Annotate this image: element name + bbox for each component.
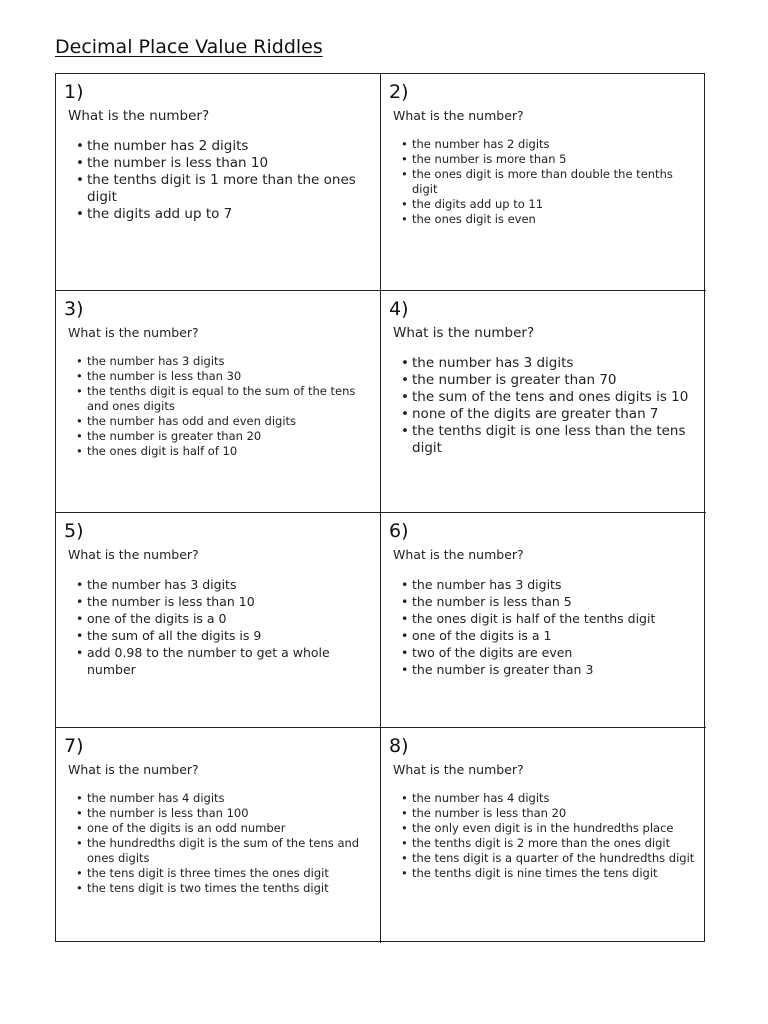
- clue-item: • one of the digits is a 0: [76, 610, 372, 627]
- clue-item: • the ones digit is more than double the tenths digit: [401, 167, 698, 197]
- clue-item: • the digits add up to 11: [401, 197, 698, 212]
- clue-item: • none of the digits are greater than 7: [401, 406, 698, 423]
- clue-list: [401, 791, 698, 881]
- clue-item: • the number has 3 digits: [401, 355, 698, 372]
- riddle-card-7: [56, 728, 381, 943]
- clue-item: • the number is less than 5: [401, 593, 698, 610]
- clue-item: • one of the digits is an odd number: [76, 821, 372, 836]
- clue-item: • the number is less than 10: [76, 155, 372, 172]
- clue-item: • the number has 3 digits: [76, 354, 372, 369]
- clue-item: • the hundredths digit is the sum of the tens and ones digits: [76, 836, 372, 866]
- clue-list: [401, 576, 698, 678]
- clue-item: • the number has 4 digits: [76, 791, 372, 806]
- clue-list: [76, 576, 372, 678]
- clue-item: • add 0.98 to the number to get a whole number: [76, 644, 372, 678]
- riddle-question: What is the number?: [68, 547, 199, 562]
- riddle-card-2: [381, 74, 706, 291]
- riddle-number: 3): [64, 298, 84, 320]
- riddle-number: 8): [389, 735, 409, 757]
- clue-item: • the number is greater than 3: [401, 661, 698, 678]
- clue-item: • one of the digits is a 1: [401, 627, 698, 644]
- riddle-card-1: [56, 74, 381, 291]
- clue-item: • the tens digit is two times the tenths digit: [76, 881, 372, 896]
- page-title: Decimal Place Value Riddles: [55, 36, 323, 58]
- riddle-question: What is the number?: [68, 325, 199, 340]
- clue-item: • the number is greater than 20: [76, 429, 372, 444]
- clue-item: • the number has 3 digits: [76, 576, 372, 593]
- clue-item: • the number is more than 5: [401, 152, 698, 167]
- clue-item: • the number is less than 10: [76, 593, 372, 610]
- clue-item: • the ones digit is even: [401, 212, 698, 227]
- riddle-question: What is the number?: [68, 762, 199, 777]
- clue-item: • the number has 2 digits: [401, 137, 698, 152]
- clue-item: • the ones digit is half of the tenths digit: [401, 610, 698, 627]
- clue-item: • the number has 2 digits: [76, 138, 372, 155]
- riddle-number: 6): [389, 520, 409, 542]
- riddle-card-4: [381, 291, 706, 513]
- clue-item: • the tenths digit is nine times the tens digit: [401, 866, 698, 881]
- riddle-number: 2): [389, 81, 409, 103]
- clue-item: • the ones digit is half of 10: [76, 444, 372, 459]
- riddle-question: What is the number?: [393, 547, 524, 562]
- clue-item: • the number has 4 digits: [401, 791, 698, 806]
- clue-item: • the only even digit is in the hundredths place: [401, 821, 698, 836]
- riddle-question: What is the number?: [393, 325, 535, 341]
- riddle-card-3: [56, 291, 381, 513]
- clue-item: • the tens digit is a quarter of the hundredths digit: [401, 851, 698, 866]
- clue-item: • the sum of the tens and ones digits is 10: [401, 389, 698, 406]
- riddle-card-6: [381, 513, 706, 728]
- clue-list: [401, 137, 698, 227]
- clue-item: • two of the digits are even: [401, 644, 698, 661]
- clue-list: [76, 138, 372, 223]
- clue-item: • the number is greater than 70: [401, 372, 698, 389]
- riddle-card-5: [56, 513, 381, 728]
- clue-item: • the tenths digit is one less than the tens digit: [401, 423, 698, 457]
- clue-list: [76, 354, 372, 459]
- riddle-question: What is the number?: [68, 108, 210, 124]
- clue-item: • the digits add up to 7: [76, 206, 372, 223]
- riddle-grid: [55, 73, 705, 942]
- riddle-question: What is the number?: [393, 762, 524, 777]
- clue-list: [401, 355, 698, 457]
- clue-item: • the number is less than 20: [401, 806, 698, 821]
- clue-item: • the number has 3 digits: [401, 576, 698, 593]
- clue-item: • the number has odd and even digits: [76, 414, 372, 429]
- riddle-number: 1): [64, 81, 84, 103]
- clue-item: • the tens digit is three times the ones digit: [76, 866, 372, 881]
- clue-item: • the number is less than 100: [76, 806, 372, 821]
- clue-item: • the sum of all the digits is 9: [76, 627, 372, 644]
- riddle-number: 4): [389, 298, 409, 320]
- clue-item: • the tenths digit is 2 more than the ones digit: [401, 836, 698, 851]
- riddle-card-8: [381, 728, 706, 943]
- riddle-number: 5): [64, 520, 84, 542]
- clue-item: • the tenths digit is equal to the sum of the tens and ones digits: [76, 384, 372, 414]
- clue-item: • the tenths digit is 1 more than the ones digit: [76, 172, 372, 206]
- riddle-question: What is the number?: [393, 108, 524, 123]
- clue-item: • the number is less than 30: [76, 369, 372, 384]
- riddle-number: 7): [64, 735, 84, 757]
- clue-list: [76, 791, 372, 896]
